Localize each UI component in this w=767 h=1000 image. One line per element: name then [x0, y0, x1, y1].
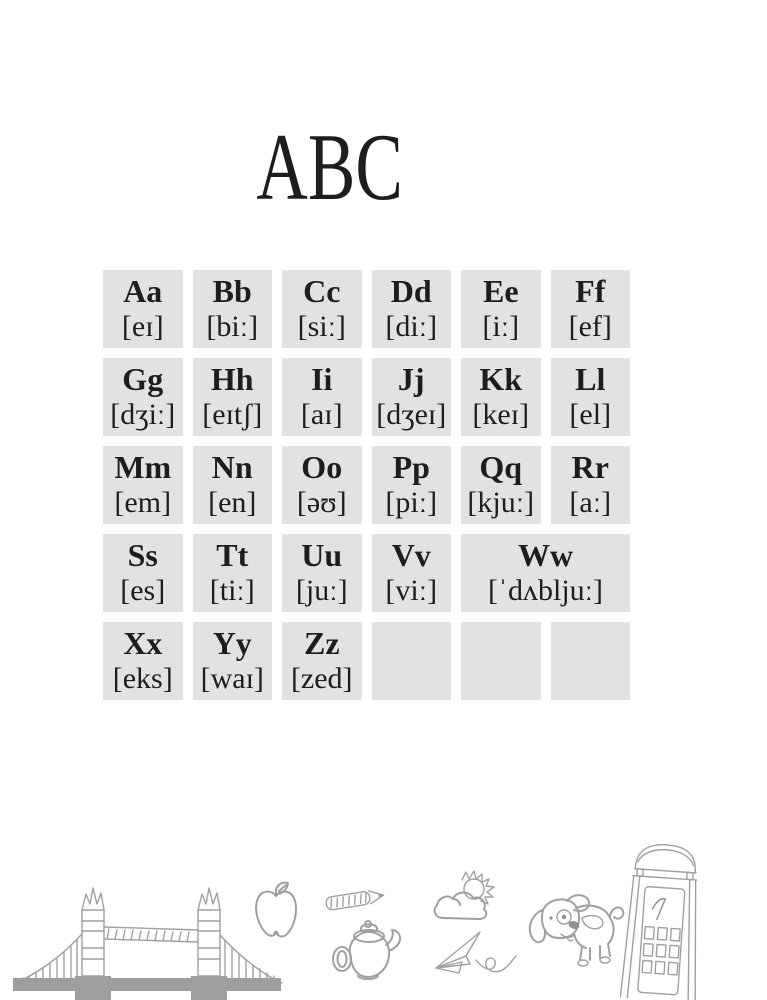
alphabet-cell-zz — [282, 622, 362, 700]
alphabet-cell-nn — [193, 446, 273, 524]
letter-pair: Dd — [390, 273, 432, 309]
ipa-transcription: [zed] — [290, 662, 353, 695]
letter-pair: Jj — [397, 361, 425, 397]
letter-pair: Rr — [571, 449, 609, 485]
alphabet-cell-cc — [282, 270, 362, 348]
letter-pair: Nn — [211, 449, 253, 485]
ipa-transcription: [ˈdʌbljuː] — [488, 574, 603, 607]
ipa-transcription: [eɪ] — [121, 310, 164, 343]
tower-bridge-drawing — [3, 885, 288, 1000]
letter-pair: Aa — [123, 273, 163, 309]
ipa-transcription: [el] — [569, 398, 612, 431]
letter-pair: Ww — [517, 537, 574, 573]
ipa-transcription: [eks] — [112, 662, 173, 695]
alphabet-cell-yy — [193, 622, 273, 700]
ipa-transcription: [piː] — [385, 486, 438, 519]
ipa-transcription: [en] — [208, 486, 257, 519]
letter-pair: Gg — [122, 361, 164, 397]
letter-pair: Mm — [114, 449, 172, 485]
alphabet-cell-gg — [103, 358, 183, 436]
ipa-transcription: [dʒeɪ] — [376, 398, 447, 431]
letter-pair: Ff — [575, 273, 606, 309]
letter-pair: Ss — [127, 537, 158, 573]
alphabet-cell-ll — [551, 358, 631, 436]
letter-pair: Ee — [482, 273, 519, 309]
alphabet-cell-ff — [551, 270, 631, 348]
letter-pair: Hh — [210, 361, 254, 397]
ipa-transcription: [aɪ] — [300, 398, 343, 431]
letter-pair: Kk — [479, 361, 523, 397]
alphabet-cell-empty — [461, 622, 541, 700]
ipa-transcription: [kjuː] — [467, 486, 535, 519]
paper-plane-drawing — [432, 926, 527, 978]
ipa-transcription: [juː] — [295, 574, 348, 607]
sun-cloud-drawing — [429, 866, 501, 928]
letter-pair: Uu — [301, 537, 343, 573]
page-title — [130, 114, 530, 220]
alphabet-cell-tt — [193, 534, 273, 612]
alphabet-cell-ii — [282, 358, 362, 436]
ipa-transcription: [aː] — [569, 486, 612, 519]
letter-pair: Ii — [311, 361, 333, 397]
alphabet-cell-qq — [461, 446, 541, 524]
letter-pair: Oo — [301, 449, 343, 485]
alphabet-cell-empty — [551, 622, 631, 700]
alphabet-cell-empty — [372, 622, 452, 700]
teapot-drawing — [328, 917, 404, 983]
alphabet-cell-oo — [282, 446, 362, 524]
letter-pair: Tt — [216, 537, 249, 573]
alphabet-cell-aa — [103, 270, 183, 348]
ipa-transcription: [əʊ] — [296, 486, 347, 519]
ipa-transcription: [waɪ] — [200, 662, 264, 695]
alphabet-cell-ee — [461, 270, 541, 348]
alphabet-cell-pp — [372, 446, 452, 524]
alphabet-cell-mm — [103, 446, 183, 524]
alphabet-cell-hh — [193, 358, 273, 436]
alphabet-cell-ss — [103, 534, 183, 612]
letter-pair: Ll — [575, 361, 606, 397]
letter-pair: Vv — [391, 537, 431, 573]
dog-drawing — [524, 888, 628, 970]
alphabet-cell-bb — [193, 270, 273, 348]
ipa-transcription: [diː] — [385, 310, 438, 343]
ipa-transcription: [keɪ] — [472, 398, 530, 431]
letter-pair: Yy — [212, 625, 252, 661]
ipa-transcription: [iː] — [482, 310, 520, 343]
ipa-transcription: [biː] — [206, 310, 259, 343]
alphabet-cell-vv — [372, 534, 452, 612]
alphabet-cell-uu — [282, 534, 362, 612]
ipa-transcription: [viː] — [385, 574, 438, 607]
ipa-transcription: [em] — [114, 486, 172, 519]
page-title-text: ABC — [256, 114, 404, 220]
letter-pair: Zz — [303, 625, 340, 661]
ipa-transcription: [ef] — [568, 310, 612, 343]
alphabet-cell-dd — [372, 270, 452, 348]
letter-pair: Pp — [392, 449, 430, 485]
ipa-transcription: [es] — [120, 574, 166, 607]
alphabet-cell-rr — [551, 446, 631, 524]
letter-pair: Bb — [212, 273, 252, 309]
alphabet-cell-ww — [461, 534, 630, 612]
alphabet-cell-xx — [103, 622, 183, 700]
letter-pair: Xx — [123, 625, 163, 661]
alphabet-grid — [103, 270, 630, 700]
alphabet-cell-kk — [461, 358, 541, 436]
ipa-transcription: [tiː] — [209, 574, 255, 607]
phone-booth-drawing — [620, 840, 720, 1000]
ipa-transcription: [siː] — [297, 310, 346, 343]
alphabet-cell-jj — [372, 358, 452, 436]
ipa-transcription: [eɪtʃ] — [202, 398, 263, 431]
apple-drawing — [250, 879, 302, 941]
letter-pair: Cc — [303, 273, 341, 309]
letter-pair: Qq — [479, 449, 523, 485]
pencil-drawing — [322, 882, 390, 918]
ipa-transcription: [dʒiː] — [110, 398, 176, 431]
